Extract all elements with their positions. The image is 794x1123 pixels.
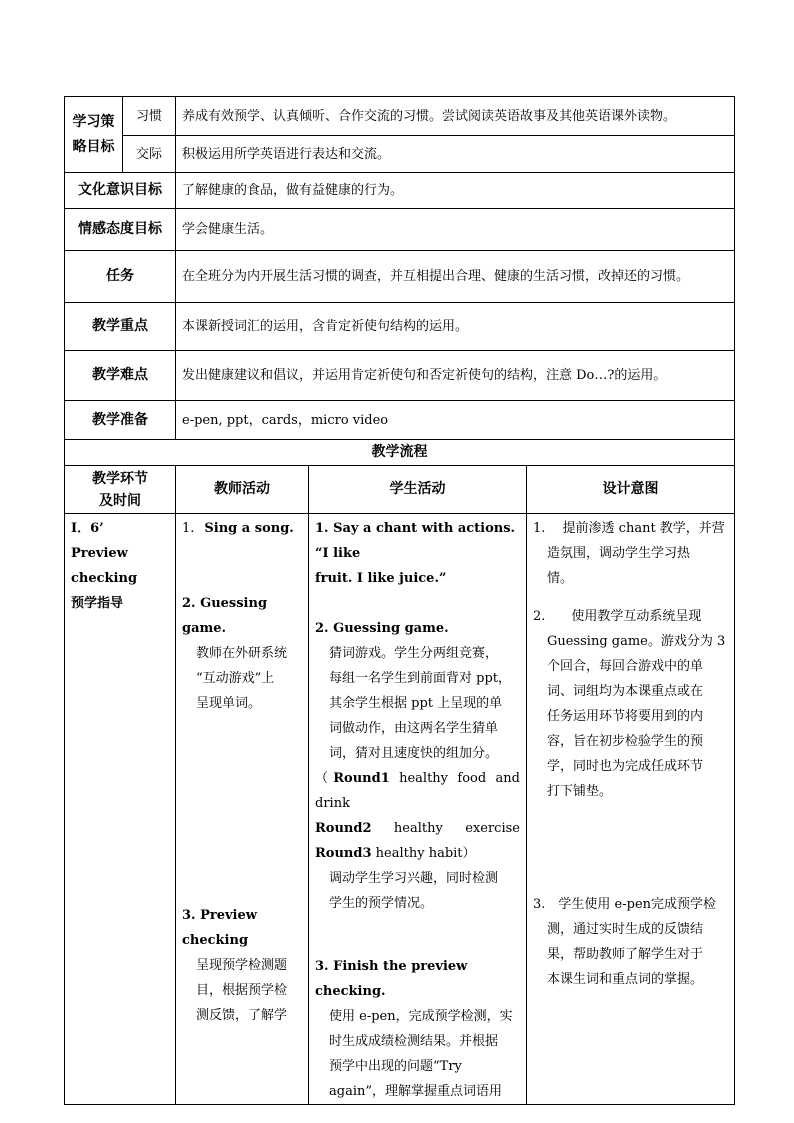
round-2-text: healthy	[393, 821, 443, 836]
teacher-item-3-line: 目，根据预学检	[196, 983, 288, 998]
teacher-item-2-line: “互动游戏”上	[196, 671, 275, 686]
culture-text: 了解健康的食品，做有益健康的行为。	[176, 173, 735, 209]
focus-row	[65, 303, 735, 351]
task-label: 任务	[65, 251, 176, 303]
design-item-2-line: 个回合，每回合游戏中的单	[547, 659, 704, 674]
teacher-item-2-line: 呈现单词。	[196, 696, 262, 711]
difficulty-text: 发出健康建议和倡议，并运用肯定祈使句和否定祈使句的结构，注意 Do…?的运用。	[176, 351, 735, 401]
student-item-1-line: 1. Say a chant with actions. “I like	[315, 521, 516, 561]
culture-label: 文化意识目标	[65, 173, 176, 209]
student-item-2-line: 每组一名学生到前面背对 ppt，	[329, 671, 512, 686]
difficulty-row	[65, 351, 735, 401]
teacher-item-2-title: 2. Guessing game.	[182, 596, 268, 636]
prep-label: 教学准备	[65, 401, 176, 440]
task-text: 在全班分为内开展生活习惯的调查，并互相提出合理、健康的生活习惯，改掉还的习惯。	[176, 251, 735, 303]
student-item-3-line: again”，理解掌握重点词语用	[329, 1084, 502, 1099]
stage-line2: Preview	[71, 546, 128, 561]
strategy-label	[65, 97, 123, 173]
teacher-cell	[176, 514, 309, 1105]
strategy-label-line1: 学习策	[72, 113, 115, 130]
design-item-1-line: 情。	[547, 571, 574, 586]
round-1-label: Round1	[333, 771, 390, 786]
stage-cell	[65, 514, 176, 1105]
teacher-item-3-line: 测反馈，了解学	[196, 1008, 288, 1023]
flow-stage-row	[65, 514, 735, 1105]
design-item-1-line: 造氛围，调动学生学习热	[547, 546, 691, 561]
comm-row	[65, 136, 735, 173]
flow-header-row	[65, 466, 735, 514]
student-round-1	[315, 766, 520, 816]
design-item-2-line: 打下铺垫。	[547, 784, 613, 799]
design-item-2-line: 2. 使用教学互动系统呈现	[533, 609, 702, 624]
design-item-2-line: Guessing game。游戏分为 3	[547, 634, 726, 649]
flow-title: 教学流程	[65, 440, 735, 466]
design-item-2-line: 任务运用环节将要用到的内	[547, 709, 704, 724]
round-3-text: healthy habit）	[375, 846, 476, 861]
flow-title-row	[65, 440, 735, 466]
teacher-item-3-title: checking	[182, 933, 249, 948]
comm-text: 积极运用所学英语进行表达和交流。	[176, 136, 735, 173]
student-item-2-line: 词，猜对且速度快的组加分。	[329, 746, 499, 761]
round-2-label: Round2	[315, 821, 372, 836]
student-item-2-line: 调动学生学习兴趣，同时检测	[329, 871, 499, 886]
teacher-item-1-title: Sing a song.	[204, 521, 294, 536]
stage-line1: I．6’	[71, 521, 104, 536]
prep-row	[65, 401, 735, 440]
student-item-1-line: fruit. I like juice.”	[315, 571, 447, 586]
student-item-3-line: 使用 e-pen，完成预学检测，实	[329, 1009, 513, 1024]
design-item-1-line: 1. 提前渗透 chant 教学，并营	[533, 521, 725, 536]
comm-label: 交际	[123, 136, 176, 173]
teacher-item-3-title: 3. Preview	[182, 908, 257, 923]
round-1-text: healthy food and drink	[315, 771, 520, 811]
student-item-2-line: 其余学生根据 ppt 上呈现的单	[329, 696, 503, 711]
design-cell	[527, 514, 735, 1105]
culture-row	[65, 173, 735, 209]
design-item-2-line: 容，旨在初步检验学生的预	[547, 734, 704, 749]
round-2-text: exercise	[465, 821, 520, 836]
lesson-plan-table	[64, 96, 735, 1105]
header-stage-line1: 教学环节	[92, 470, 148, 487]
teacher-item-3-line: 呈现预学检测题	[196, 958, 288, 973]
header-design: 设计意图	[527, 466, 735, 514]
focus-label: 教学重点	[65, 303, 176, 351]
student-item-3-line: 时生成成绩检测结果。并根据	[329, 1034, 499, 1049]
round-3-label: Round3	[315, 846, 372, 861]
lesson-plan-sheet	[64, 96, 734, 1105]
design-item-2-line: 词、词组均为本课重点或在	[547, 684, 704, 699]
design-item-3-line: 测，通过实时生成的反馈结	[547, 922, 704, 937]
student-item-3-line: 预学中出现的问题“Try	[329, 1059, 462, 1074]
header-stage	[65, 466, 176, 514]
focus-text: 本课新授词汇的运用，含肯定祈使句结构的运用。	[176, 303, 735, 351]
design-item-3-line: 本课生词和重点词的掌握。	[547, 972, 704, 987]
prep-text: e-pen, ppt，cards，micro video	[176, 401, 735, 440]
student-item-2-title: 2. Guessing game.	[315, 621, 449, 636]
teacher-item-1	[182, 516, 302, 541]
emotion-label: 情感态度目标	[65, 209, 176, 251]
student-round-2	[315, 816, 520, 841]
student-round-3	[315, 841, 520, 866]
emotion-row	[65, 209, 735, 251]
difficulty-label: 教学难点	[65, 351, 176, 401]
round-paren: （	[315, 771, 334, 786]
student-item-2-line: 词做动作，由这两名学生猜单	[329, 721, 499, 736]
stage-line4: 预学指导	[71, 596, 124, 611]
header-student: 学生活动	[309, 466, 527, 514]
teacher-item-1-number: 1.	[182, 521, 195, 536]
design-item-3-line: 3. 学生使用 e-pen完成预学检	[533, 897, 717, 912]
header-teacher: 教师活动	[176, 466, 309, 514]
strategy-label-line2: 略目标	[72, 138, 115, 155]
teacher-item-2-line: 教师在外研系统	[196, 646, 288, 661]
habit-row	[65, 97, 735, 136]
stage-line3: checking	[71, 571, 138, 586]
student-cell	[309, 514, 527, 1105]
emotion-text: 学会健康生活。	[176, 209, 735, 251]
design-item-3-line: 果，帮助教师了解学生对于	[547, 947, 704, 962]
student-item-2-line: 学生的预学情况。	[329, 896, 434, 911]
habit-text: 养成有效预学、认真倾听、合作交流的习惯。尝试阅读英语故事及其他英语课外读物。	[176, 97, 735, 136]
header-stage-line2: 及时间	[99, 492, 141, 509]
student-item-2-line: 猜词游戏。学生分两组竞赛，	[329, 646, 499, 661]
task-row	[65, 251, 735, 303]
student-item-3-title: 3. Finish the preview checking.	[315, 959, 468, 999]
design-item-2-line: 学，同时也为完成任成环节	[547, 759, 704, 774]
habit-label: 习惯	[123, 97, 176, 136]
